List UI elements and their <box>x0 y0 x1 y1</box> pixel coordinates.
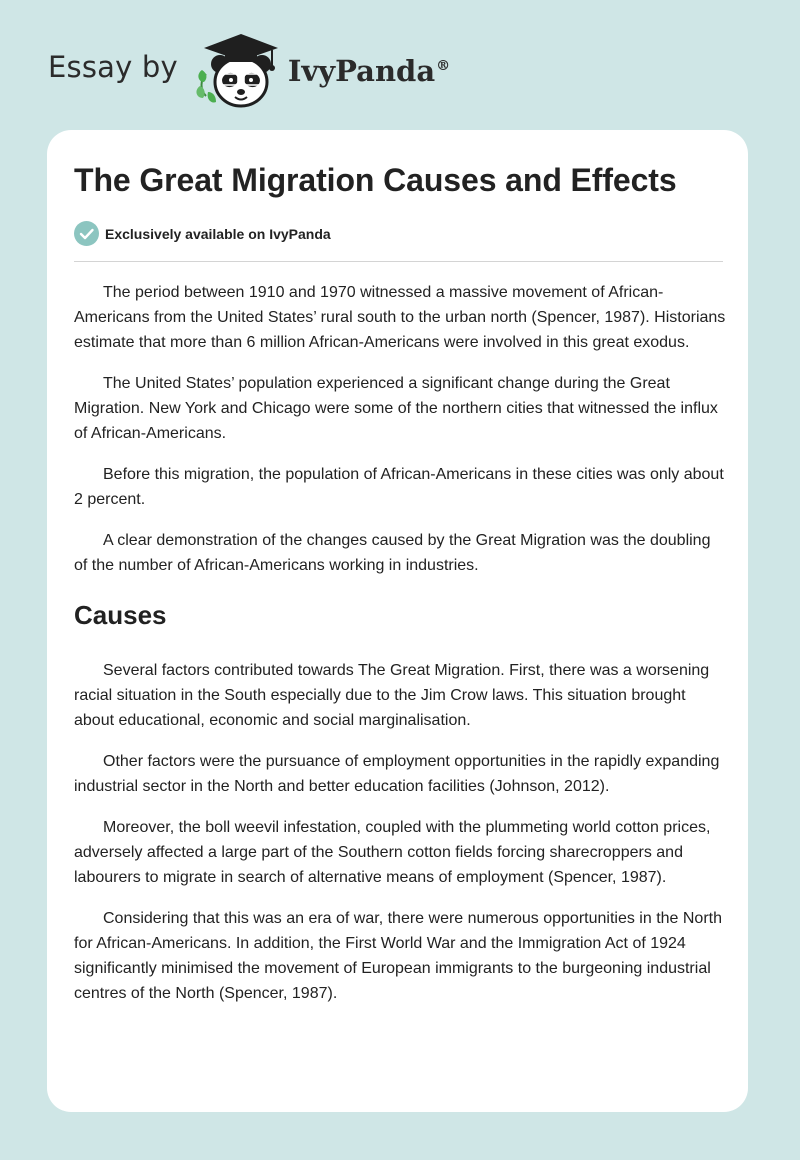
article-card <box>47 130 748 1112</box>
brand-name[interactable] <box>288 54 450 88</box>
title-divider <box>74 261 723 262</box>
panda-graduate-logo-icon[interactable] <box>192 30 284 110</box>
site-header <box>48 30 450 110</box>
article-body <box>74 280 726 1022</box>
causes-paragraph: Considering that this was an era of war, there were numerous opportunities in the North for African-Americans. In addition, the First World War and the Immigration Act of 1924 significantly minimised the movement of European immigrants to the burgeoning industrial centres of the North (Spencer, 1987). <box>74 910 722 1002</box>
section-heading-causes: Causes <box>74 600 167 630</box>
causes-paragraph: Other factors were the pursuance of employment opportunities in the rapidly expanding industrial sector in the North and better education facilities (Johnson, 2012). <box>74 753 720 795</box>
causes-paragraph: Several factors contributed towards The Great Migration. First, there was a worsening racial situation in the South especially due to the Jim Crow laws. This situation brought about educational, economic and social marginalisation. <box>74 662 710 729</box>
intro-paragraph: Before this migration, the population of African-Americans in these cities was only about 2 percent. <box>74 466 724 508</box>
causes-paragraph: Moreover, the boll weevil infestation, coupled with the plummeting world cotton prices, adversely affected a large part of the Southern cotton fields forcing sharecroppers and labourers to migrate in search of alternative means of employment (Spencer, 1987). <box>74 819 711 886</box>
exclusive-badge <box>74 221 331 246</box>
intro-paragraph: A clear demonstration of the changes caused by the Great Migration was the doubling of the number of African-Americans working in industries. <box>74 532 711 574</box>
article-title: The Great Migration Causes and Effects <box>74 162 677 198</box>
check-circle-icon <box>74 221 99 246</box>
exclusive-badge-label: Exclusively available on IvyPanda <box>105 225 331 242</box>
essay-by-label: Essay by <box>48 50 178 84</box>
intro-paragraph: The period between 1910 and 1970 witnessed a massive movement of African-Americans from the United States’ rural south to the urban north (Spencer, 1987). Historians estimate that more than 6 million African-Americans were involved in this great exodus. <box>74 284 726 351</box>
intro-paragraph: The United States’ population experienced a significant change during the Great Migration. New York and Chicago were some of the northern cities that witnessed the influx of African-Americans. <box>74 375 718 442</box>
registered-mark: ® <box>436 58 451 75</box>
brand-name-text[interactable]: IvyPanda <box>287 54 436 88</box>
